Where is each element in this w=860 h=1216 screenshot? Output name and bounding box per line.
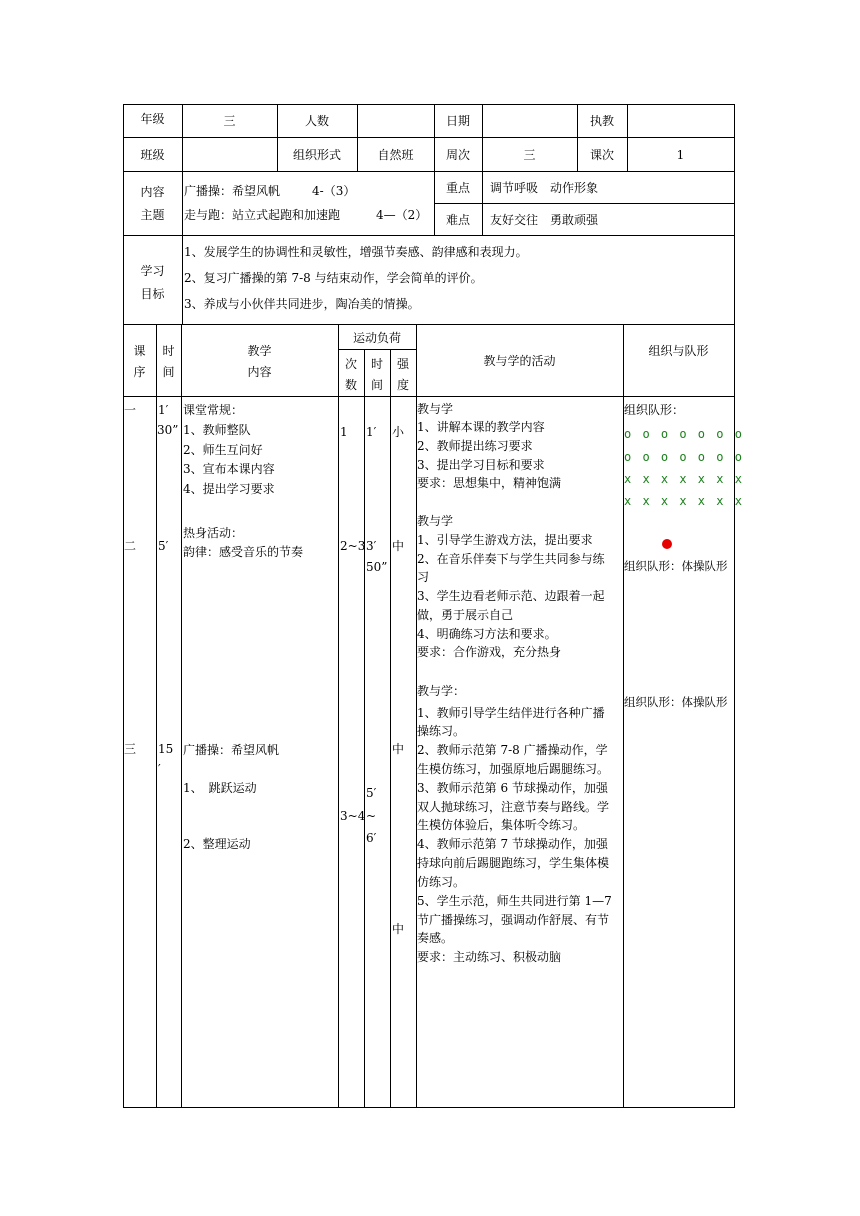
- section-2-activity: 教与学: [417, 514, 454, 528]
- content-label-1: 内容: [140, 185, 165, 199]
- section-3-activity: 要求：主动练习、积极动脑: [417, 950, 562, 964]
- header-content-2: 内容: [247, 365, 272, 379]
- section-1-activity: 教与学: [417, 402, 454, 416]
- content-label-2: 主题: [140, 208, 165, 222]
- lesson-value: 1: [676, 148, 685, 162]
- section-3-activity: 仿练习。: [417, 875, 466, 889]
- section-2-activity: 2、在音乐伴奏下与学生共同参与练: [417, 552, 605, 566]
- section-2-content: 韵律：感受音乐的节奏: [183, 545, 304, 559]
- formation-label-2: 组织队形：体操队形: [624, 559, 728, 573]
- section-3-activity: 生模仿体验后，集体听令练习。: [417, 818, 586, 832]
- header-intensity-2: 度: [396, 378, 409, 392]
- teacher-position-dot: [662, 539, 672, 549]
- section-3-duration: 5′: [366, 786, 377, 800]
- section-2-content: 热身活动：: [183, 526, 244, 540]
- teacher-label: 执教: [589, 114, 614, 128]
- section-1-activity: 1、讲解本课的教学内容: [417, 420, 545, 434]
- header-times-2: 数: [344, 378, 357, 392]
- class-label: 班级: [140, 148, 165, 162]
- section-2-order: 二: [124, 539, 137, 553]
- section-3-activity: 3、教师示范第 6 节球操动作，加强: [417, 781, 608, 795]
- grade-label: 年级: [140, 112, 165, 126]
- formation-label: 组织队形：: [624, 403, 685, 417]
- section-1-content: 3、宣布本课内容: [183, 462, 275, 476]
- section-3-activity: 双人抛球练习，注意节奏与路线。学: [417, 800, 610, 814]
- difficulty-label: 难点: [445, 213, 470, 227]
- grade-value: 三: [223, 114, 236, 128]
- section-3-content: 2、整理运动: [183, 837, 251, 851]
- section-2-intensity: 中: [392, 539, 405, 553]
- section-3-content: 1、 跳跃运动: [183, 781, 257, 795]
- formation-row-x: x x x x x x x: [624, 494, 744, 508]
- count-label: 人数: [304, 114, 329, 128]
- section-3-activity: 4、教师示范第 7 节球操动作，加强: [417, 837, 608, 851]
- section-1-times: 1: [340, 425, 348, 439]
- section-3-activity: 教与学：: [417, 684, 466, 698]
- lesson-label: 课次: [589, 148, 614, 162]
- content-line2-num: 4—（2）: [376, 208, 428, 222]
- section-3-intensity: 中: [392, 922, 405, 936]
- section-3-duration: 6′: [366, 831, 377, 845]
- difficulty-value: 友好交往 勇敢顽强: [490, 213, 599, 227]
- section-3-time: ′: [158, 762, 161, 776]
- section-2-times: 2~3: [340, 539, 366, 553]
- section-1-content: 2、师生互问好: [183, 443, 263, 457]
- section-1-content: 课堂常规：: [183, 403, 244, 417]
- section-1-activity: 3、提出学习目标和要求: [417, 458, 545, 472]
- section-1-intensity: 小: [392, 425, 405, 439]
- header-content-1: 教学: [247, 344, 272, 358]
- week-value: 三: [523, 148, 536, 162]
- header-duration-1: 时: [370, 357, 383, 371]
- key-label: 重点: [445, 181, 470, 195]
- section-2-activity: 做，勇于展示自己: [417, 608, 514, 622]
- section-3-order: 三: [124, 742, 137, 756]
- org-value: 自然班: [377, 148, 414, 162]
- objective-item: 3、养成与小伙伴共同进步，陶冶美的情操。: [184, 297, 420, 311]
- header-load: 运动负荷: [352, 331, 401, 345]
- section-1-content: 4、提出学习要求: [183, 482, 275, 496]
- section-3-time: 15: [158, 742, 174, 756]
- section-1-time: 1′: [158, 403, 169, 417]
- section-1-time: 30”: [157, 423, 179, 437]
- date-label: 日期: [445, 114, 470, 128]
- section-2-activity: 1、引导学生游戏方法，提出要求: [417, 533, 593, 547]
- header-intensity-1: 强: [396, 357, 409, 371]
- objective-item: 1、发展学生的协调性和灵敏性，增强节奏感、韵律感和表现力。: [184, 245, 528, 259]
- section-1-duration: 1′: [366, 425, 377, 439]
- header-time-1: 时: [162, 344, 175, 358]
- section-3-activity: 1、教师引导学生结伴进行各种广播: [417, 706, 605, 720]
- section-3-activity: 生模仿练习，加强原地后踢腿练习。: [417, 762, 610, 776]
- section-2-activity: 3、学生边看老师示范、边跟着一起: [417, 589, 605, 603]
- header-formation: 组织与队形: [648, 344, 709, 358]
- section-3-activity: 2、教师示范第 7-8 广播操动作，学: [417, 743, 608, 757]
- key-value: 调节呼吸 动作形象: [490, 181, 599, 195]
- objectives-label-2: 目标: [140, 287, 165, 301]
- header-order-2: 序: [133, 365, 146, 379]
- section-3-activity: 节广播操练习，强调动作舒展、有节: [417, 913, 610, 927]
- section-2-activity: 习: [417, 570, 430, 584]
- objective-item: 2、复习广播操的第 7-8 与结束动作，学会简单的评价。: [184, 271, 483, 285]
- content-line1-num: 4-（3）: [312, 184, 356, 198]
- formation-row-x: x x x x x x x: [624, 472, 744, 486]
- section-1-order: 一: [124, 403, 137, 417]
- content-line2-text: 走与跑：站立式起跑和加速跑: [184, 208, 341, 222]
- section-2-time: 5′: [158, 539, 169, 553]
- header-activity: 教与学的活动: [483, 354, 556, 368]
- objectives-label-1: 学习: [140, 264, 165, 278]
- section-3-activity: 奏感。: [417, 931, 454, 945]
- section-3-activity: 操练习。: [417, 724, 466, 738]
- section-2-duration: 3′: [366, 539, 377, 553]
- section-3-duration: ~: [366, 809, 377, 823]
- week-label: 周次: [445, 148, 470, 162]
- formation-row-o: o o o o o o o: [624, 450, 744, 464]
- formation-label-3: 组织队形：体操队形: [624, 695, 728, 709]
- section-2-duration: 50”: [366, 560, 388, 574]
- section-3-content: 广播操：希望风帆: [183, 743, 280, 757]
- section-3-intensity: 中: [392, 742, 405, 756]
- section-1-activity: 2、教师提出练习要求: [417, 439, 533, 453]
- section-3-activity: 5、学生示范，师生共同进行第 1—7: [417, 894, 612, 908]
- header-order-1: 课: [133, 344, 146, 358]
- content-line1-text: 广播操：希望风帆: [184, 184, 281, 198]
- header-times-1: 次: [344, 357, 357, 371]
- section-1-content: 1、教师整队: [183, 423, 251, 437]
- section-3-times: 3~4: [340, 809, 366, 823]
- section-3-activity: 持球向前后踢腿跑练习，学生集体模: [417, 856, 610, 870]
- section-2-activity: 要求：合作游戏，充分热身: [417, 645, 562, 659]
- header-duration-2: 间: [370, 378, 383, 392]
- org-label: 组织形式: [292, 148, 341, 162]
- header-time-2: 间: [162, 365, 175, 379]
- section-2-activity: 4、明确练习方法和要求。: [417, 627, 557, 641]
- section-1-activity: 要求：思想集中，精神饱满: [417, 476, 562, 490]
- formation-row-o: o o o o o o o: [624, 427, 744, 441]
